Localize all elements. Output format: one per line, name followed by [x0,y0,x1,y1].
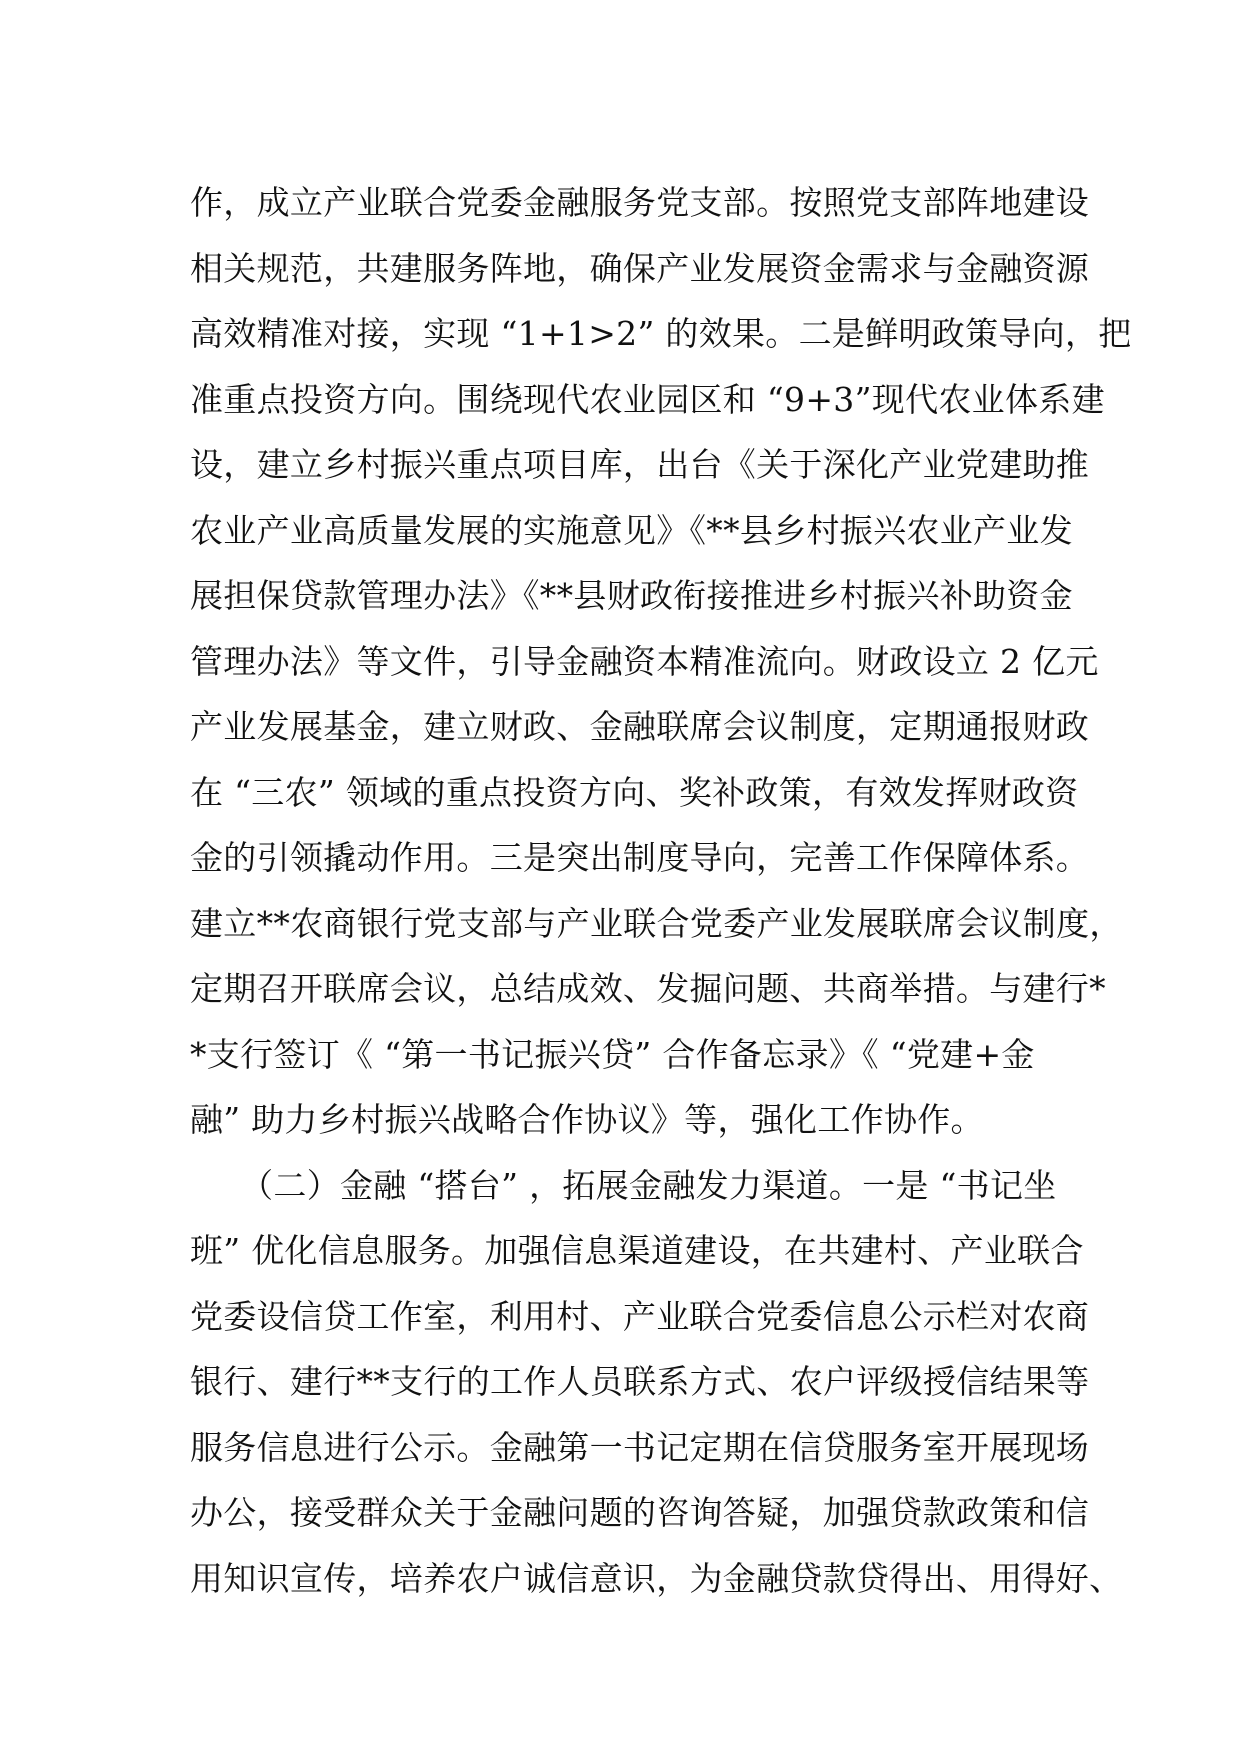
text-line: 管理办法》等文件，引导金融资本精准流向。财政设立 2 亿元 [190,641,1099,681]
text-line: 相关规范，共建服务阵地，确保产业发展资金需求与金融资源 [190,248,1090,288]
text-line: *支行签订《 “第一书记振兴贷” 合作备忘录》《 “党建+金 [190,1034,1035,1074]
text-line: 展担保贷款管理办法》《**县财政衔接推进乡村振兴补助资金 [190,576,1073,615]
text-line: 用知识宣传，培养农户诚信意识，为金融贷款贷得出、用得好、 [190,1558,1123,1598]
section-heading-line: （二）金融 “搭台” ，拓展金融发力渠道。一是 “书记坐 [190,1165,1057,1205]
text-line: 建立**农商银行党支部与产业联合党委产业发展联席会议制度， [190,903,1123,943]
text-line: 高效精准对接，实现 “1+1>2” 的效果。二是鲜明政策导向，把 [190,314,1132,353]
text-line: 定期召开联席会议，总结成效、发掘问题、共商举措。与建行* [190,969,1106,1008]
body-text [190,170,1132,1611]
text-line: 办公，接受群众关于金融问题的咨询答疑，加强贷款政策和信 [190,1493,1090,1532]
text-line: 银行、建行**支行的工作人员联系方式、农户评级授信结果等 [190,1362,1090,1401]
text-line: 班” 优化信息服务。加强信息渠道建设，在共建村、产业联合 [190,1231,1084,1270]
text-line: 设，建立乡村振兴重点项目库，出台《关于深化产业党建助推 [190,445,1090,484]
text-line: 农业产业高质量发展的实施意见》《**县乡村振兴农业产业发 [190,510,1073,550]
text-line: 作，成立产业联合党委金融服务党支部。按照党支部阵地建设 [190,183,1090,222]
text-line: 党委设信贷工作室，利用村、产业联合党委信息公示栏对农商 [190,1296,1090,1336]
text-line: 服务信息进行公示。金融第一书记定期在信贷服务室开展现场 [190,1427,1090,1467]
text-line: 融” 助力乡村振兴战略合作协议》等，强化工作协作。 [190,1100,984,1139]
text-line: 产业发展基金，建立财政、金融联席会议制度，定期通报财政 [190,707,1090,746]
text-line: 金的引领撬动作用。三是突出制度导向，完善工作保障体系。 [190,838,1090,877]
text-line: 准重点投资方向。围绕现代农业园区和 “9+3”现代农业体系建 [190,379,1105,419]
text-line: 在 “三农” 领域的重点投资方向、奖补政策，有效发挥财政资 [190,772,1079,812]
